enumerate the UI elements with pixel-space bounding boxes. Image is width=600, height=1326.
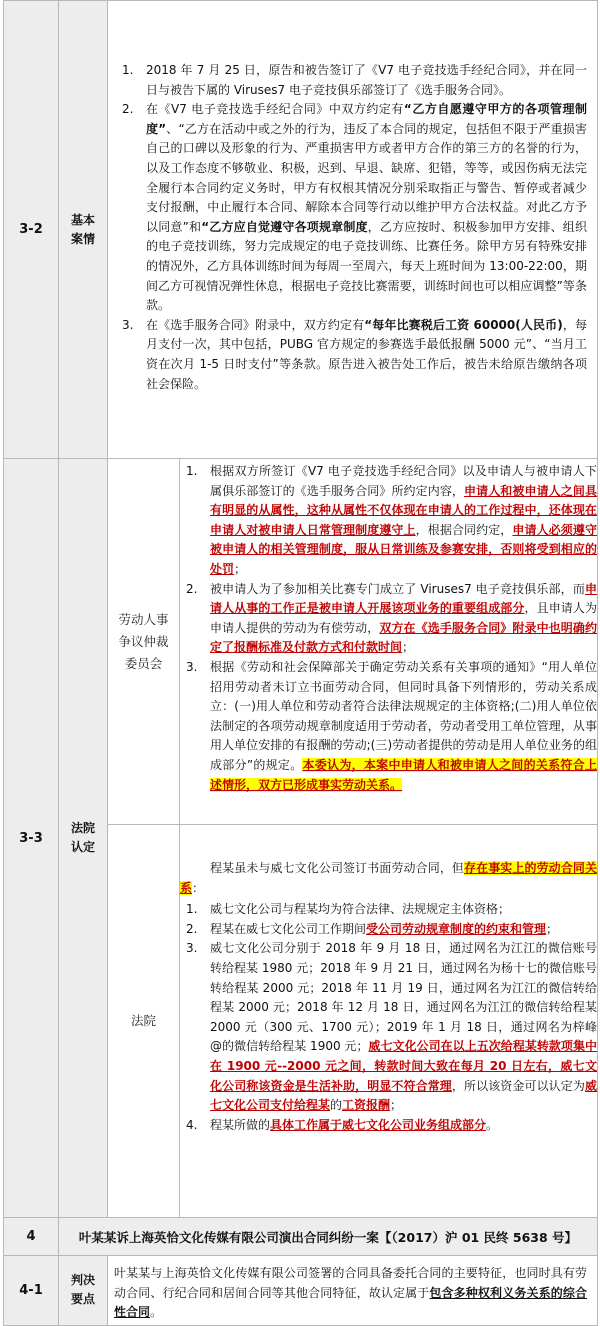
row-label — [59, 1, 108, 459]
text-segment: 威七文化公司分别于 2018 年 9 月 18 日，通过网名为江江的微信账号转给程某 1980 元；2018 年 9 月 21 日，通过网名为杨十七的微信账号转给程某 2000 元；2018 年 11 月 19 日，通过网名为江江的微信转给程某 2000 元；2018 年 12 月 18 日，通过网名为江江的微信转给程某 2000 元（300 元、1700 元）；2019 年 1 月 18 日，通过网名为梓峰@的微信转给程某 1900 元； — [210, 941, 597, 1054]
row-number: 3-2 — [4, 1, 59, 459]
text-segment: ，所以该资金可以认定为 — [451, 1078, 585, 1093]
arbitration-content — [180, 459, 598, 825]
item-text — [210, 580, 597, 658]
highlighted-text: 具体工作属于威七文化公司业务组成部分 — [270, 1117, 487, 1132]
text-segment: 叶某某与上海英恰文化传媒有限公司签署的合同具备委托合同的主要特征，也同时具有劳动合同、行纪合同和居间合同等其他合同特征，故认定属于 — [114, 1266, 587, 1300]
text-segment: ； — [546, 921, 559, 936]
label-line: 判决 — [70, 1273, 95, 1288]
item-text — [210, 900, 597, 920]
text-segment: ，且申请人为申请人提供的劳动为有偿劳动， — [210, 601, 597, 635]
text-segment: 在《选手服务合同》附录中，双方约定有 — [146, 317, 365, 332]
text-segment: ； — [390, 1098, 403, 1113]
label-line: 委员会 — [124, 655, 163, 671]
court-list — [180, 900, 597, 1135]
court-content — [180, 825, 598, 1218]
item-text — [146, 61, 587, 100]
row-label — [59, 459, 108, 1218]
list-item — [116, 100, 587, 316]
text-segment: 。 — [486, 1117, 499, 1132]
highlighted-text: 本委认为，本案中申请人和被申请人之间的关系符合上述情形，双方已形成事实劳动关系。 — [210, 757, 597, 792]
label-line: 要点 — [70, 1292, 95, 1307]
bold-text: “乙方自愿遵守甲方的各项管理制度” — [146, 102, 587, 136]
row-number: 3-3 — [4, 459, 59, 1218]
bold-text: 包含多种权利义务关系的综合性合同 — [114, 1285, 587, 1320]
item-text — [210, 1116, 597, 1136]
item-number: 3. — [186, 659, 198, 674]
row-number: 4 — [4, 1218, 59, 1256]
list-item — [180, 658, 597, 795]
text-segment: 程某在威七文化公司工作期间 — [210, 921, 367, 936]
highlighted-text: 双方在《选手服务合同》附录中也明确约定了报酬标准及付款方式和付款时间 — [210, 620, 597, 655]
arbitration-list — [180, 462, 597, 795]
list-item — [116, 316, 587, 394]
label-line: 案情 — [70, 231, 95, 246]
list-item — [116, 61, 587, 100]
label-line: 劳动人事 — [118, 611, 169, 627]
item-number: 2. — [186, 581, 198, 596]
item-text — [210, 920, 597, 940]
row-3-2 — [4, 1, 598, 459]
text-segment: ，根据合同约定， — [415, 522, 513, 537]
item-number: 4. — [186, 1117, 198, 1132]
arbitration-label — [108, 459, 180, 825]
text-segment: ； — [402, 640, 415, 655]
text-segment: 的 — [330, 1098, 343, 1113]
case-title: 叶某某诉上海英恰文化传媒有限公司演出合同纠纷一案【（2017）沪 01 民终 5638 号】 — [59, 1218, 598, 1256]
row-label — [59, 1256, 108, 1326]
row-4 — [4, 1218, 598, 1256]
item-text — [210, 462, 597, 580]
highlighted-text: 威七文化公司在以上五次给程某转款项集中在 1900 元--2000 元之间，转款时间大致在每月 20 日左右，威七文化公司称该资金是生活补助，明显不符合常理 — [210, 1039, 597, 1093]
label-line: 争议仲裁 — [118, 633, 169, 649]
row-4-1 — [4, 1256, 598, 1326]
item-number: 3. — [122, 317, 134, 332]
text-segment: 在《V7 电子竞技选手经纪合同》中双方约定有 — [146, 102, 404, 117]
label-line: 认定 — [70, 840, 95, 854]
item-number: 2. — [186, 921, 198, 936]
item-number: 1. — [186, 902, 198, 917]
basic-facts-content — [108, 1, 598, 459]
list-item — [180, 900, 597, 920]
text-segment: 根据双方所签订《V7 电子竞技选手经纪合同》以及申请人与被申请人下属俱乐部签订的《选手服务合同》所约定内容， — [210, 464, 597, 498]
list-item — [180, 920, 597, 940]
highlighted-text: 威七文化公司支付给程某 — [210, 1078, 597, 1113]
bold-text: “每年比赛税后工资 60000(人民币) — [364, 317, 563, 332]
text-segment: ； — [234, 561, 247, 576]
item-text — [146, 316, 587, 394]
text-segment: 2018 年 7 月 25 日，原告和被告签订了《V7 电子竞技选手经纪合同》，并在同一日与被告下属的 Viruses7 电子竞技俱乐部签订了《选手服务合同》。 — [146, 63, 587, 97]
court-label: 法院 — [108, 825, 180, 1218]
label-line: 法院 — [70, 821, 95, 835]
text-segment: 。 — [150, 1305, 163, 1320]
list-item — [180, 939, 597, 1115]
label-line: 基本 — [70, 212, 95, 227]
bold-text: “乙方应自觉遵守各项规章制度 — [201, 219, 368, 234]
text-segment: ，每月支付一次，其中包括，PUBG 官方规定的参赛选手最低报酬 5000 元”、“当月工资在次月 1-5 日时支付”等条款。原告进入被告处工作后，被告未给原告缴纳各项社会保险。 — [146, 317, 587, 391]
text-segment: 程某虽未与威七文化公司签订书面劳动合同，但 — [210, 861, 465, 875]
list-item — [180, 462, 597, 580]
text-segment: 根据《劳动和社会保障部关于确定劳动关系有关事项的通知》“用人单位招用劳动者未订立书面劳动合同，但同时具备下列情形的，劳动关系成立：(一)用人单位和劳动者符合法律法规规定的主体资格;(二)用人单位依法制定的各项劳动规章制度适用于劳动者，劳动者受用工单位管理，从事用人单位安排的有报酬的劳动;(三)劳动者提供的劳动是用人单位业务的组成部分”的规定。 — [210, 659, 597, 772]
list-item — [180, 1116, 597, 1136]
list-item — [180, 580, 597, 658]
item-number: 1. — [122, 63, 134, 77]
highlighted-text: 工资报酬 — [342, 1098, 391, 1113]
court-intro — [180, 859, 597, 898]
text-segment: 被申请人为了参加相关比赛专门成立了 Viruses7 电子竞技俱乐部，而 — [210, 581, 585, 596]
judgment-points-text — [114, 1264, 587, 1323]
item-text — [146, 100, 587, 316]
row-3-3-arbitration — [4, 459, 598, 825]
item-text — [210, 658, 597, 795]
case-table — [3, 0, 598, 1326]
highlighted-text: 申请人和被申请人之间具有明显的从属性，这种从属性不仅体现在申请人的工作过程中，还体现在申请人对被申请人日常管理制度遵守上 — [210, 483, 597, 537]
basic-facts-list — [116, 61, 587, 394]
highlighted-text: 存在事实上的劳动合同关系 — [180, 861, 597, 895]
item-number: 1. — [186, 464, 198, 478]
highlighted-text: 受公司劳动规章制度的约束和管理 — [366, 921, 547, 936]
item-number: 2. — [122, 102, 134, 117]
row-number: 4-1 — [4, 1256, 59, 1326]
item-text — [210, 939, 597, 1115]
highlighted-text: 申请人必须遵守被申请人的相关管理制度，服从日常训练及参赛安排，否则将受到相应的处罚 — [210, 522, 597, 576]
judgment-points-content — [108, 1256, 598, 1326]
highlighted-text: 申请人从事的工作正是被申请人开展该项业务的重要组成部分 — [210, 581, 597, 616]
text-segment: ，乙方应按时、积极参加甲方安排、组织的电子竞技训练，努力完成规定的电子竞技训练、比赛任务。除甲方另有特殊安排的情况外，乙方具体训练时间为每周一至周六，每天上班时间为 13:00-22:00，期间乙方可视情况弹性休息，根据电子竞技比赛需要，训练时间也可以相应调整”等条款。 — [146, 219, 587, 313]
text-segment: 威七文化公司与程某均为符合法律、法规规定主体资格； — [210, 902, 511, 917]
item-number: 3. — [186, 941, 198, 956]
text-segment: 、“乙方在活动中或之外的行为，违反了本合同的规定，包括但不限于严重损害自己的口碑以及形象的行为、严重损害甲方或者甲方合作的第三方的名誉的行为，以及工作态度不够敬业、积极，迟到、早退、缺席、犯错，等等，或因伤病无法完全履行本合同约定义务时，甲方有权根其情况分别采取指正与警告、暂停或者减少支付报酬，中止履行本合同、解除本合同等行动以维护甲方合法权益。对此乙方予以同意”和 — [146, 121, 587, 234]
text-segment: ： — [192, 880, 205, 895]
text-segment: 程某所做的 — [210, 1117, 271, 1132]
